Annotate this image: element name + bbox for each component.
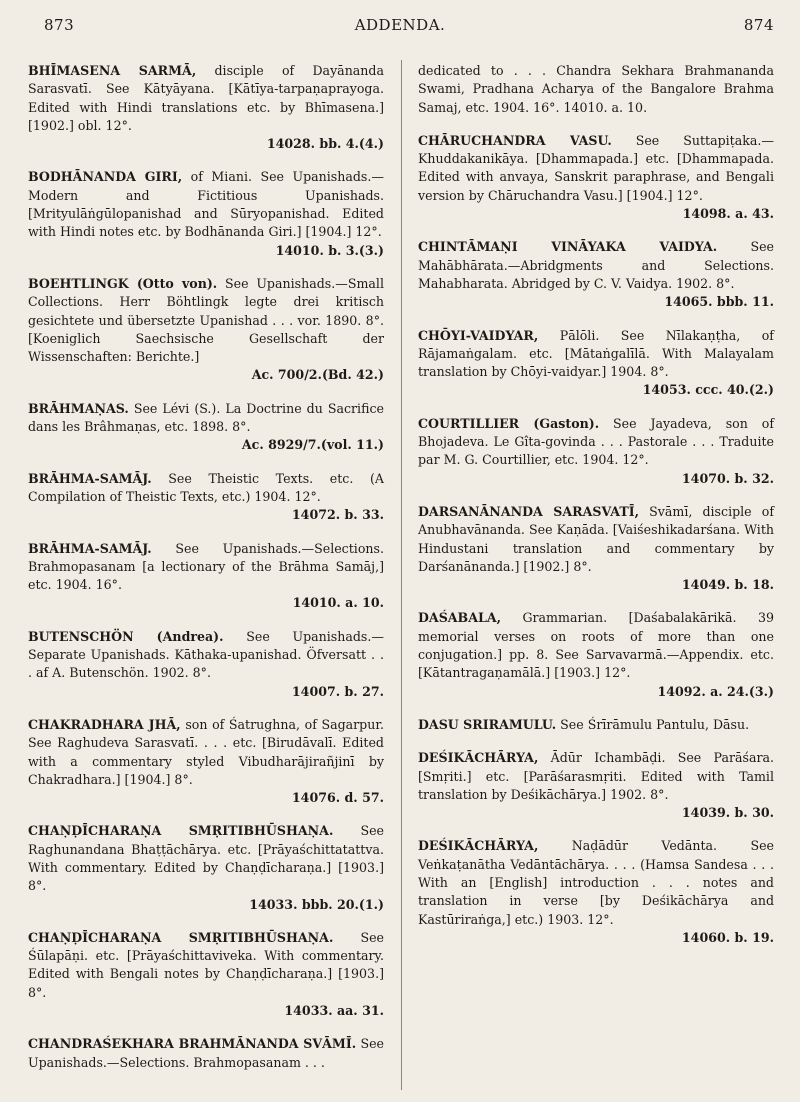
shelfmark: 14010. a. 10. bbox=[292, 595, 384, 611]
entry-heading: CHINTĀMAṆI VINĀYAKA VAIDYA. bbox=[418, 239, 718, 255]
entry-description: son of Śatrughna, of Sagarpur. See Raghudeva Sarasvatī. . . . etc. [Birudāvalī. Edited with a commentary styled Vibudharājirañjinī by Chakradhara.] [1904.] 8°. bbox=[28, 716, 384, 787]
catalog-entry bbox=[28, 716, 384, 807]
entry-description: See Upanishads.—Small Collections. Herr Böhtlingk legte drei kritisch gesichtete und übersetzte Upanishad . . . vor. 1890. 8°. [Koeniglich Saechsische Gesellschaft der Wissenschaften: Berichte.] bbox=[28, 275, 384, 365]
shelfmark: 14033. aa. 31. bbox=[284, 1003, 384, 1019]
catalog-entry bbox=[28, 540, 384, 613]
entry-description: Naḍādūr Vedānta. See Veṅkaṭanātha Vedāntāchārya. . . . (Hamsa Sandesa . . . With an [English] introduction . . . notes and translation in verse [by Deśikāchārya and Kastūriraṅga,] etc.) 1903. 12°. bbox=[418, 838, 774, 927]
entry-description: See Jayadeva, son of Bhojadeva. Le Gîta-govinda . . . Pastorale . . . Traduite par M. G. Courtillier, etc. 1904. 12°. bbox=[418, 415, 774, 468]
shelfmark: 14070. b. 32. bbox=[681, 470, 774, 486]
entry-description: disciple of Dayānanda Sarasvatī. See Kātyāyana. [Kātīya-tarpaṇaprayoga. Edited with Hindi translations etc. by Bhīmasena.] [1902.] obl. 12°. bbox=[28, 63, 384, 133]
entry-heading: CHŌYI-VAIDYAR, bbox=[418, 327, 539, 343]
catalog-entry bbox=[28, 62, 384, 153]
shelfmark: 14060. b. 19. bbox=[681, 929, 774, 945]
left-column bbox=[28, 62, 384, 1087]
entry-heading: CHANDRAŚEKHARA BRAHMĀNANDA SVĀMĪ. bbox=[28, 1036, 357, 1052]
entry-description: See Upanishads.—Separate Upanishads. Kāthaka-upanishad. Öfversatt . . . af A. Butenschön. 1902. 8°. bbox=[28, 628, 384, 681]
catalog-entry bbox=[418, 132, 774, 223]
entry-description: See Mahābhārata.—Abridgments and Selections. Mahabharata. Abridged by C. V. Vaidya. 1902. 8°. bbox=[418, 239, 774, 291]
shelfmark: 14076. d. 57. bbox=[291, 790, 384, 806]
catalog-entry bbox=[28, 400, 384, 455]
left-page-number: 873 bbox=[44, 16, 75, 34]
right-column bbox=[418, 62, 774, 962]
entry-heading: COURTILLIER (Gaston). bbox=[418, 415, 600, 431]
entry-heading: BRĀHMAṆAS. bbox=[28, 400, 129, 416]
shelfmark: 14053. ccc. 40.(2.) bbox=[642, 382, 774, 398]
shelfmark: 14092. a. 24.(3.) bbox=[657, 683, 774, 699]
entry-description: of Miani. See Upanishads.—Modern and Fictitious Upanishads. [Mrityulāṅgūlopanishad and Sūryopanishad. Edited with Hindi notes etc. by Bodhānanda Giri.] [1904.] 12°. bbox=[28, 169, 384, 240]
continued-entry: dedicated to . . . Chandra Sekhara Brahmananda Swami, Pradhana Acharya of the Bangalore Brahma Samaj, etc. 1904. 16°. 14010. a. 10. bbox=[418, 63, 774, 115]
entry-description: Svāmī, disciple of Anubhavānanda. See Kaṇāda. [Vaiśeshikadarśana. With Hindustani translation and commentary by Darśanānanda.] [1902.] 8°. bbox=[418, 503, 774, 574]
catalog-entry bbox=[418, 503, 774, 594]
shelfmark: 14049. b. 18. bbox=[681, 577, 774, 593]
column-divider bbox=[401, 60, 402, 1090]
catalog-entry bbox=[418, 609, 774, 700]
shelfmark: Ac. 8929/7.(vol. 11.) bbox=[241, 437, 384, 453]
catalog-entry bbox=[418, 837, 774, 947]
entry-description: See Theistic Texts. etc. (A Compilation of Theistic Texts, etc.) 1904. 12°. bbox=[28, 470, 384, 504]
entry-heading: BHĪMASENA SARMĀ, bbox=[28, 63, 197, 78]
entry-heading: CHAṆḌĪCHARAṆA SMṚITIBHŪSHAṆA. bbox=[28, 823, 334, 839]
shelfmark: 14033. bbb. 20.(1.) bbox=[249, 896, 384, 912]
catalog-entry bbox=[28, 275, 384, 385]
catalog-entry bbox=[418, 749, 774, 822]
catalog-entry bbox=[28, 470, 384, 525]
catalog-entry bbox=[418, 327, 774, 400]
entry-heading: DAŚABALA, bbox=[418, 610, 501, 626]
shelfmark: 14072. b. 33. bbox=[291, 507, 384, 523]
catalog-entry bbox=[418, 415, 774, 488]
entry-description: Pālōli. See Nīlakaṇṭha, of Rājamaṅgalam. etc. [Mātaṅgalīlā. With Malayalam translation by Chōyi-vaidyar.] 1904. 8°. bbox=[418, 327, 774, 380]
right-page-number: 874 bbox=[743, 16, 774, 34]
page-title: ADDENDA. bbox=[354, 16, 446, 34]
entry-description: See Lévi (S.). La Doctrine du Sacrifice dans les Brâhmaṇas, etc. 1898. 8°. bbox=[28, 400, 384, 435]
entry-heading: CHAṆḌĪCHARAṆA SMṚITIBHŪSHAṆA. bbox=[28, 929, 334, 945]
catalog-entry bbox=[418, 238, 774, 311]
shelfmark: 14098. a. 43. bbox=[682, 206, 774, 222]
catalog-entry bbox=[28, 822, 384, 913]
entry-description: See Upanishads.—Selections. Brahmopasanam . . . bbox=[28, 1036, 384, 1070]
shelfmark: 14007. b. 27. bbox=[291, 683, 384, 699]
catalog-entry bbox=[28, 628, 384, 701]
shelfmark: 14065. bbb. 11. bbox=[664, 294, 774, 310]
entry-description: See Śūlapāṇi. etc. [Prāyaśchittaviveka. With commentary. Edited with Bengali notes by Chaṇḍīcharaṇa.] [1903.] 8°. bbox=[28, 929, 384, 1000]
catalog-entry bbox=[28, 1035, 384, 1072]
entry-heading: DASU SRIRAMULU. bbox=[418, 716, 557, 732]
entry-description: Grammarian. [Daśabalakārikā. 39 memorial verses on roots of more than one conjugation.] pp. 8. See Sarvavarmā.—Appendix. etc. [Kātantragaṇamālā.] [1903.] 12°. bbox=[418, 610, 774, 681]
entry-heading: BOEHTLINGK (Otto von). bbox=[28, 275, 218, 291]
entry-heading: BODHĀNANDA GIRI, bbox=[28, 169, 183, 185]
shelfmark: 14010. b. 3.(3.) bbox=[275, 242, 384, 258]
entry-description: See Upanishads.—Selections. Brahmopasanam [a lectionary of the Brāhma Samāj,] etc. 1904. 16°. bbox=[28, 540, 384, 593]
shelfmark: 14039. b. 30. bbox=[681, 805, 774, 821]
entry-description: See Śrīrāmulu Pantulu, Dāsu. bbox=[560, 716, 750, 732]
shelfmark: 14028. bb. 4.(4.) bbox=[266, 136, 384, 152]
entry-heading: BRĀHMA-SAMĀJ. bbox=[28, 470, 152, 486]
catalog-entry bbox=[418, 716, 774, 734]
entry-description: Ādūr Ichambāḍi. See Parāśara. [Smṛiti.] etc. [Parāśarasmṛiti. Edited with Tamil translation by Deśikāchārya.] 1902. 8°. bbox=[418, 750, 774, 802]
catalog-entry bbox=[28, 929, 384, 1020]
catalog-entry bbox=[28, 168, 384, 259]
entry-heading: DEŚIKĀCHĀRYA, bbox=[418, 750, 539, 766]
entry-heading: CHAKRADHARA JHĀ, bbox=[28, 716, 181, 732]
entry-description: See Suttapiṭaka.—Khuddakanikāya. [Dhammapada.] etc. [Dhammapada. Edited with anvaya, Sanskrit paraphrase, and Bengali version by Chāruchandra Vasu.] [1904.] 12°. bbox=[418, 132, 774, 203]
entry-heading: DARSANĀNANDA SARASVATĪ, bbox=[418, 503, 640, 519]
entry-heading: CHĀRUCHANDRA VASU. bbox=[418, 132, 612, 148]
entry-description: See Raghunandana Bhaṭṭāchārya. etc. [Prāyaśchittatattva. With commentary. Edited by Chaṇḍīcharaṇa.] [1903.] 8°. bbox=[28, 823, 384, 894]
shelfmark: Ac. 700/2.(Bd. 42.) bbox=[251, 367, 384, 383]
entry-heading: DEŚIKĀCHĀRYA, bbox=[418, 838, 539, 854]
entry-heading: BRĀHMA-SAMĀJ. bbox=[28, 540, 152, 556]
entry-heading: BUTENSCHÖN (Andrea). bbox=[28, 628, 224, 644]
